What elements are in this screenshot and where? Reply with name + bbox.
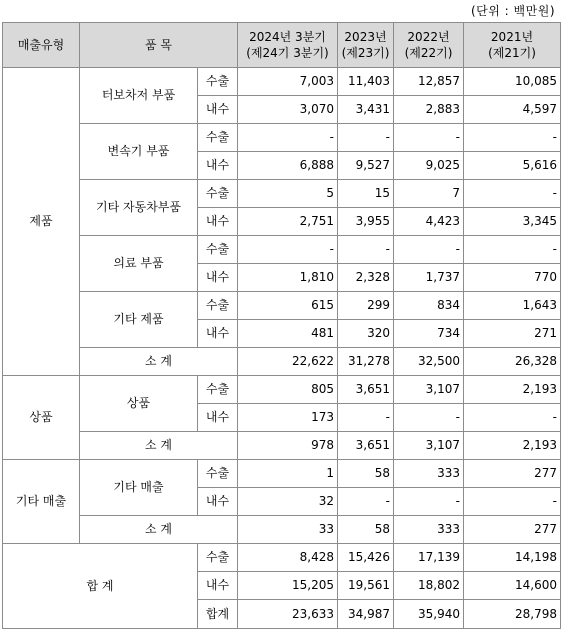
value-cell: 481: [238, 320, 338, 348]
subtotal-value: 277: [464, 516, 561, 544]
total-value: 14,600: [464, 572, 561, 600]
value-cell: 770: [464, 264, 561, 292]
value-cell: -: [338, 236, 394, 264]
table-row: [3, 236, 561, 264]
unit-label: (단위 : 백만원): [471, 4, 555, 18]
kind-cell: 수출: [198, 68, 238, 96]
subtotal-value: 333: [394, 516, 464, 544]
value-cell: 7,003: [238, 68, 338, 96]
subtotal-value: 3,651: [338, 432, 394, 460]
kind-cell: 수출: [198, 292, 238, 320]
value-cell: -: [464, 488, 561, 516]
subtotal-label: 소 계: [80, 348, 238, 376]
value-cell: -: [238, 124, 338, 152]
subtotal-value: 22,622: [238, 348, 338, 376]
kind-cell: 수출: [198, 460, 238, 488]
total-row: [3, 544, 561, 572]
sales-table: [2, 22, 561, 629]
value-cell: 3,070: [238, 96, 338, 124]
total-value: 14,198: [464, 544, 561, 572]
item-name-cell: 기타 매출: [80, 460, 198, 516]
table-row: [3, 292, 561, 320]
header-row: [3, 23, 561, 68]
value-cell: 299: [338, 292, 394, 320]
header-period: 2024년 3분기 (제24기 3분기): [238, 23, 338, 68]
subtotal-row: [3, 516, 561, 544]
value-cell: 11,403: [338, 68, 394, 96]
header-sales-type: 매출유형: [3, 23, 80, 68]
value-cell: -: [394, 236, 464, 264]
subtotal-value: 26,328: [464, 348, 561, 376]
kind-cell: 수출: [198, 236, 238, 264]
subtotal-row: [3, 432, 561, 460]
value-cell: 3,107: [394, 376, 464, 404]
kind-cell: 수출: [198, 124, 238, 152]
value-cell: -: [238, 236, 338, 264]
sales-type-cell: 상품: [3, 376, 80, 460]
subtotal-value: 32,500: [394, 348, 464, 376]
total-value: 35,940: [394, 600, 464, 629]
value-cell: -: [394, 124, 464, 152]
subtotal-value: 978: [238, 432, 338, 460]
kind-cell: 내수: [198, 488, 238, 516]
value-cell: -: [394, 404, 464, 432]
value-cell: 58: [338, 460, 394, 488]
value-cell: 3,651: [338, 376, 394, 404]
total-value: 34,987: [338, 600, 394, 629]
item-name-cell: 의료 부품: [80, 236, 198, 292]
kind-cell: 내수: [198, 96, 238, 124]
header-period: 2021년 (제21기): [464, 23, 561, 68]
total-value: 28,798: [464, 600, 561, 629]
value-cell: 3,431: [338, 96, 394, 124]
header-period: 2023년 (제23기): [338, 23, 394, 68]
table-row: [3, 460, 561, 488]
value-cell: 2,193: [464, 376, 561, 404]
value-cell: 2,883: [394, 96, 464, 124]
value-cell: 277: [464, 460, 561, 488]
item-name-cell: 기타 제품: [80, 292, 198, 348]
value-cell: -: [464, 236, 561, 264]
item-name-cell: 변속기 부품: [80, 124, 198, 180]
subtotal-value: 33: [238, 516, 338, 544]
value-cell: -: [394, 488, 464, 516]
value-cell: 1,643: [464, 292, 561, 320]
value-cell: 9,025: [394, 152, 464, 180]
value-cell: 12,857: [394, 68, 464, 96]
value-cell: 9,527: [338, 152, 394, 180]
value-cell: -: [338, 404, 394, 432]
value-cell: 15: [338, 180, 394, 208]
table-row: [3, 68, 561, 96]
header-period: 2022년 (제22기): [394, 23, 464, 68]
value-cell: 173: [238, 404, 338, 432]
value-cell: 32: [238, 488, 338, 516]
kind-cell: 내수: [198, 404, 238, 432]
total-value: 15,426: [338, 544, 394, 572]
value-cell: 615: [238, 292, 338, 320]
value-cell: 1,810: [238, 264, 338, 292]
subtotal-value: 31,278: [338, 348, 394, 376]
value-cell: 10,085: [464, 68, 561, 96]
value-cell: 7: [394, 180, 464, 208]
total-value: 19,561: [338, 572, 394, 600]
value-cell: 734: [394, 320, 464, 348]
kind-cell: 합계: [198, 600, 238, 629]
value-cell: 6,888: [238, 152, 338, 180]
table-row: [3, 124, 561, 152]
total-value: 15,205: [238, 572, 338, 600]
value-cell: 333: [394, 460, 464, 488]
kind-cell: 수출: [198, 544, 238, 572]
total-value: 18,802: [394, 572, 464, 600]
value-cell: 271: [464, 320, 561, 348]
header-item: 품 목: [80, 23, 238, 68]
kind-cell: 수출: [198, 180, 238, 208]
item-name-cell: 터보차저 부품: [80, 68, 198, 124]
value-cell: -: [338, 124, 394, 152]
value-cell: 834: [394, 292, 464, 320]
item-name-cell: 상품: [80, 376, 198, 432]
kind-cell: 내수: [198, 264, 238, 292]
value-cell: 3,955: [338, 208, 394, 236]
table-row: [3, 376, 561, 404]
value-cell: 805: [238, 376, 338, 404]
total-value: 23,633: [238, 600, 338, 629]
value-cell: 5: [238, 180, 338, 208]
value-cell: 5,616: [464, 152, 561, 180]
value-cell: 2,751: [238, 208, 338, 236]
sales-type-cell: 기타 매출: [3, 460, 80, 544]
kind-cell: 내수: [198, 320, 238, 348]
value-cell: 4,423: [394, 208, 464, 236]
subtotal-value: 58: [338, 516, 394, 544]
value-cell: -: [464, 404, 561, 432]
kind-cell: 내수: [198, 208, 238, 236]
value-cell: 2,328: [338, 264, 394, 292]
subtotal-value: 3,107: [394, 432, 464, 460]
value-cell: 320: [338, 320, 394, 348]
sales-type-cell: 제품: [3, 68, 80, 376]
value-cell: -: [338, 488, 394, 516]
value-cell: 1: [238, 460, 338, 488]
table-row: [3, 180, 561, 208]
value-cell: 4,597: [464, 96, 561, 124]
subtotal-label: 소 계: [80, 516, 238, 544]
subtotal-label: 소 계: [80, 432, 238, 460]
total-value: 17,139: [394, 544, 464, 572]
kind-cell: 수출: [198, 376, 238, 404]
item-name-cell: 기타 자동차부품: [80, 180, 198, 236]
value-cell: 1,737: [394, 264, 464, 292]
value-cell: -: [464, 124, 561, 152]
value-cell: -: [464, 180, 561, 208]
subtotal-row: [3, 348, 561, 376]
subtotal-value: 2,193: [464, 432, 561, 460]
total-value: 8,428: [238, 544, 338, 572]
value-cell: 3,345: [464, 208, 561, 236]
kind-cell: 내수: [198, 572, 238, 600]
kind-cell: 내수: [198, 152, 238, 180]
total-label: 합 계: [3, 544, 198, 629]
